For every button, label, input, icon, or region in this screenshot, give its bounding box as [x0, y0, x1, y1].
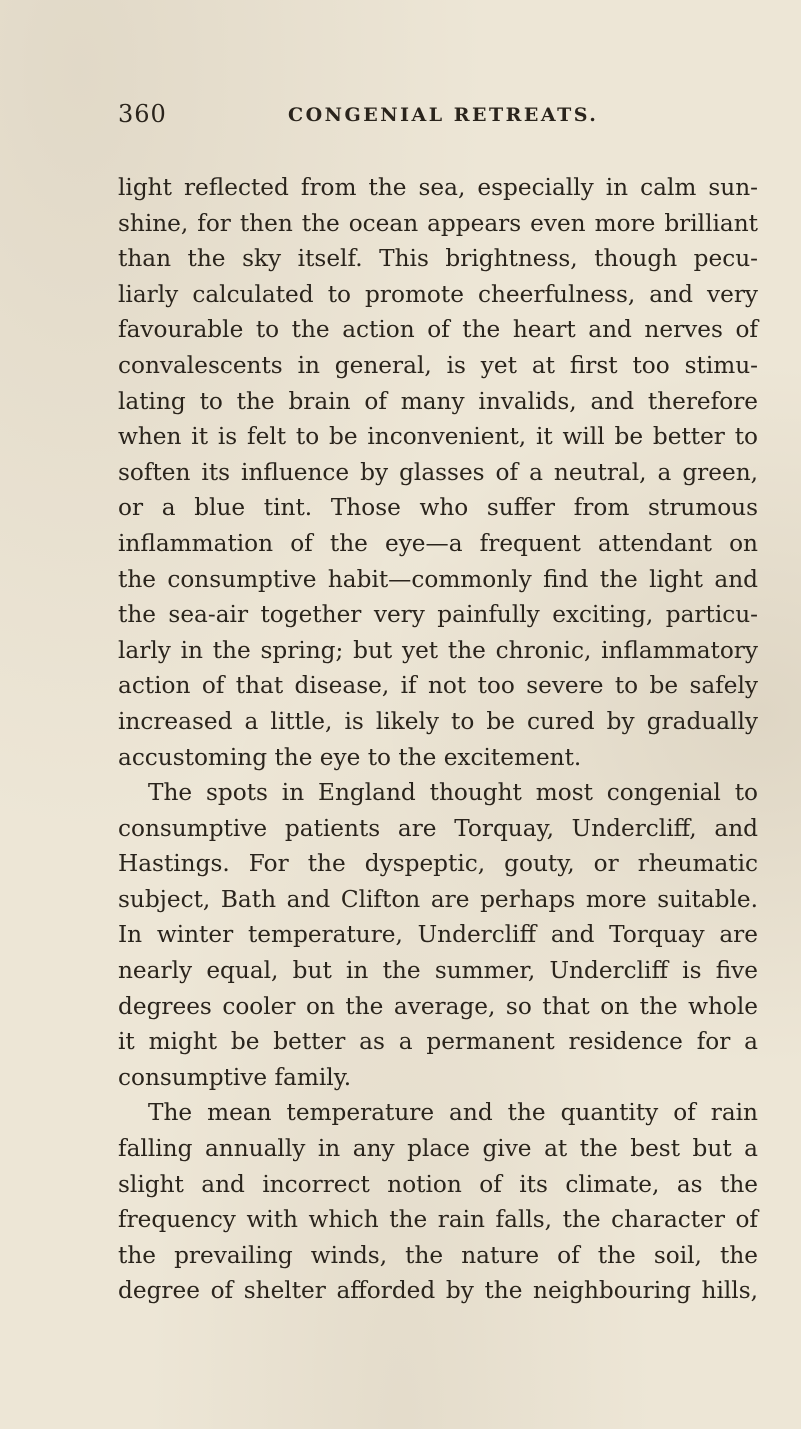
text-line: The mean temperature and the quantity of rain: [148, 1099, 758, 1127]
text-line: consumptive patients are Torquay, Undercliff, and: [118, 814, 758, 842]
paragraph: [118, 170, 758, 775]
text-line: light reflected from the sea, especially in calm sun-: [118, 174, 758, 201]
text-line: the consumptive habit—commonly find the light and: [118, 565, 758, 593]
text-line: In winter temperature, Undercliff and Torquay are: [118, 921, 758, 949]
running-head: CONGENIAL RETREATS.: [288, 104, 599, 126]
text-line: shine, for then the ocean appears even more brilliant: [118, 209, 758, 237]
text-line: larly in the spring; but yet the chronic, inflammatory: [118, 636, 758, 664]
text-line: action of that disease, if not too severe to be safely: [118, 672, 758, 700]
text-line: Hastings. For the dyspeptic, gouty, or rheumatic: [118, 850, 758, 878]
book-page: [118, 100, 758, 1309]
paragraph: [118, 775, 758, 1095]
text-line: slight and incorrect notion of its climate, as the: [118, 1170, 758, 1198]
text-line: lating to the brain of many invalids, and therefore: [118, 387, 758, 415]
text-line: accustoming the eye to the excitement.: [118, 743, 582, 771]
text-line: liarly calculated to promote cheerfulness, and very: [118, 280, 758, 308]
page-header: [118, 100, 758, 144]
text-line: nearly equal, but in the summer, Undercliff is five: [118, 957, 758, 985]
body-text: [118, 170, 758, 1309]
text-line: the prevailing winds, the nature of the soil, the: [118, 1241, 758, 1269]
text-line: degree of shelter afforded by the neighbouring hills,: [118, 1277, 758, 1305]
text-line: frequency with which the rain falls, the character of: [118, 1206, 758, 1234]
text-line: or a blue tint. Those who suffer from strumous: [118, 494, 758, 522]
text-line: when it is felt to be inconvenient, it will be better to: [118, 423, 758, 451]
paragraph: [118, 1095, 758, 1309]
text-line: degrees cooler on the average, so that on the whole: [118, 992, 758, 1020]
text-line: consumptive family.: [118, 1063, 352, 1091]
text-line: it might be better as a permanent residence for a: [118, 1028, 758, 1056]
text-line: subject, Bath and Clifton are perhaps more suitable.: [118, 885, 758, 913]
page-number: 360: [118, 100, 167, 128]
text-line: soften its influence by glasses of a neutral, a green,: [118, 458, 758, 486]
text-line: The spots in England thought most congenial to: [148, 779, 758, 807]
text-line: inflammation of the eye—a frequent attendant on: [118, 529, 758, 557]
text-line: than the sky itself. This brightness, though pecu-: [118, 245, 758, 273]
text-line: falling annually in any place give at the best but a: [118, 1135, 758, 1163]
text-line: convalescents in general, is yet at first too stimu-: [118, 351, 758, 379]
text-line: the sea-air together very painfully exciting, particu-: [118, 601, 758, 629]
text-line: increased a little, is likely to be cured by gradually: [118, 707, 758, 735]
text-line: favourable to the action of the heart and nerves of: [118, 316, 758, 344]
